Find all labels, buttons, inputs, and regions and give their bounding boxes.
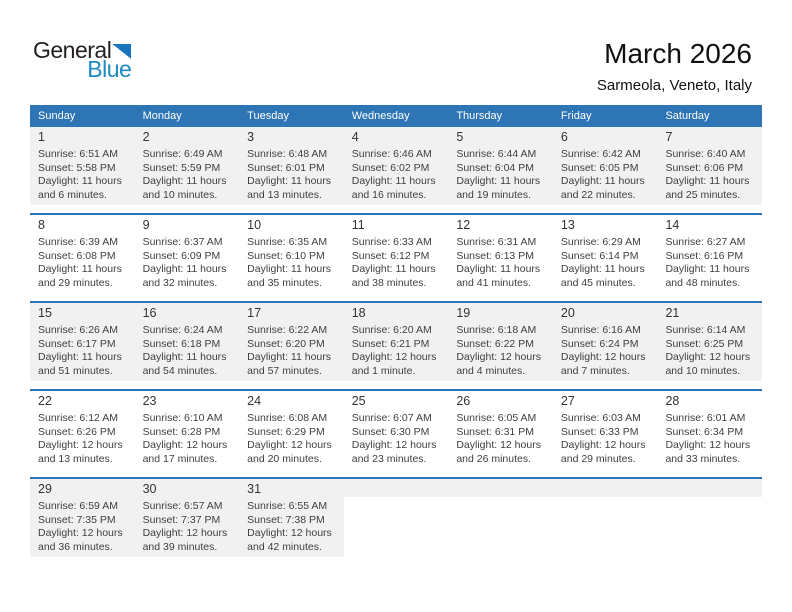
empty-day-cell <box>553 479 658 557</box>
general-blue-logo <box>33 38 131 80</box>
daylight-text-line2: and 33 minutes. <box>665 452 741 465</box>
logo-text-blue: Blue <box>87 56 132 82</box>
day-cell <box>657 303 762 381</box>
day-cell <box>239 127 344 205</box>
day-number: 9 <box>142 218 150 232</box>
daylight-text-line2: and 10 minutes. <box>665 364 741 377</box>
day-number: 5 <box>456 130 464 144</box>
day-cell <box>30 127 135 205</box>
daylight-text-line1: Daylight: 12 hours <box>665 439 751 452</box>
page-title: March 2026 <box>604 38 752 69</box>
day-cell <box>239 391 344 469</box>
daylight-text-line2: and 7 minutes. <box>560 364 630 377</box>
sunset-text: Sunset: 6:31 PM <box>456 425 534 438</box>
sunrise-text: Sunrise: 6:44 AM <box>456 148 537 160</box>
day-number: 26 <box>456 394 471 408</box>
daylight-text-line2: and 29 minutes. <box>38 276 113 289</box>
daylight-text-line1: Daylight: 12 hours <box>560 439 646 452</box>
sunrise-text: Sunrise: 6:22 AM <box>247 324 328 336</box>
daylight-text-line2: and 25 minutes. <box>665 188 741 201</box>
daylight-text-line2: and 4 minutes. <box>456 364 526 377</box>
week-row <box>30 389 762 469</box>
daylight-text-line1: Daylight: 12 hours <box>142 439 228 452</box>
weekday-sunday: Sunday <box>38 110 76 122</box>
daylight-text-line2: and 57 minutes. <box>247 364 322 377</box>
day-cell <box>553 391 658 469</box>
day-cell <box>448 391 553 469</box>
sunrise-text: Sunrise: 6:57 AM <box>142 500 223 512</box>
daylight-text-line1: Daylight: 11 hours <box>665 263 750 276</box>
day-cell <box>448 303 553 381</box>
day-number: 4 <box>351 130 359 144</box>
day-number: 11 <box>351 218 365 232</box>
sunrise-text: Sunrise: 6:31 AM <box>456 236 537 248</box>
daylight-text-line1: Daylight: 11 hours <box>142 351 227 364</box>
day-cell <box>135 303 240 381</box>
daylight-text-line2: and 42 minutes. <box>247 540 322 553</box>
sunrise-text: Sunrise: 6:10 AM <box>142 412 223 424</box>
sunset-text: Sunset: 6:29 PM <box>247 425 325 438</box>
calendar-weeks <box>30 127 762 557</box>
daylight-text-line1: Daylight: 12 hours <box>560 351 646 364</box>
day-number: 15 <box>38 306 52 320</box>
daylight-text-line1: Daylight: 12 hours <box>456 439 541 452</box>
sunrise-text: Sunrise: 6:01 AM <box>665 412 746 424</box>
day-number: 29 <box>38 482 52 496</box>
sunset-text: Sunset: 7:35 PM <box>38 513 116 526</box>
daylight-text-line2: and 41 minutes. <box>456 276 532 289</box>
sunrise-text: Sunrise: 6:33 AM <box>351 236 432 248</box>
day-cell <box>344 215 449 293</box>
sunset-text: Sunset: 6:08 PM <box>38 249 116 262</box>
daylight-text-line1: Daylight: 11 hours <box>351 175 436 188</box>
empty-day-cell <box>448 479 553 557</box>
day-number: 31 <box>247 482 262 496</box>
daylight-text-line1: Daylight: 11 hours <box>456 175 541 188</box>
weekday-thursday: Thursday <box>456 110 503 122</box>
sunset-text: Sunset: 6:14 PM <box>560 249 639 262</box>
day-cell <box>657 391 762 469</box>
day-number: 30 <box>142 482 157 496</box>
daylight-text-line2: and 51 minutes. <box>38 364 113 377</box>
day-cell <box>553 303 658 381</box>
title-block <box>597 38 752 94</box>
week-row <box>30 127 762 205</box>
day-number: 14 <box>665 218 680 232</box>
day-number: 7 <box>665 130 673 144</box>
daylight-text-line2: and 48 minutes. <box>665 276 741 289</box>
sunset-text: Sunset: 6:06 PM <box>665 161 744 174</box>
sunrise-text: Sunrise: 6:27 AM <box>665 236 746 248</box>
day-cell <box>30 391 135 469</box>
week-row <box>30 213 762 293</box>
sunset-text: Sunset: 6:01 PM <box>247 161 325 174</box>
daylight-text-line2: and 45 minutes. <box>560 276 636 289</box>
daylight-text-line1: Daylight: 11 hours <box>247 175 332 188</box>
sunrise-text: Sunrise: 6:46 AM <box>351 148 432 160</box>
sunrise-text: Sunrise: 6:35 AM <box>247 236 328 248</box>
daylight-text-line1: Daylight: 12 hours <box>38 527 123 540</box>
day-number: 28 <box>665 394 680 408</box>
day-number: 25 <box>351 394 366 408</box>
sunrise-text: Sunrise: 6:37 AM <box>142 236 223 248</box>
calendar-table <box>30 105 762 565</box>
day-cell <box>239 215 344 293</box>
day-cell <box>344 303 449 381</box>
day-number: 23 <box>142 394 157 408</box>
daylight-text-line1: Daylight: 12 hours <box>247 527 332 540</box>
day-cell <box>239 479 344 557</box>
sunrise-text: Sunrise: 6:55 AM <box>247 500 328 512</box>
daylight-text-line1: Daylight: 12 hours <box>351 351 437 364</box>
sunrise-text: Sunrise: 6:14 AM <box>665 324 746 336</box>
day-number: 22 <box>38 394 52 408</box>
sunrise-text: Sunrise: 6:12 AM <box>38 412 118 424</box>
weekday-header-row <box>30 105 762 127</box>
daylight-text-line1: Daylight: 12 hours <box>38 439 123 452</box>
sunset-text: Sunset: 5:59 PM <box>142 161 221 174</box>
day-cell <box>448 127 553 205</box>
daylight-text-line2: and 36 minutes. <box>38 540 113 553</box>
day-cell <box>30 479 135 557</box>
weekday-tuesday: Tuesday <box>247 110 289 122</box>
sunrise-text: Sunrise: 6:49 AM <box>142 148 223 160</box>
day-cell <box>553 215 658 293</box>
empty-day-cell <box>344 479 449 557</box>
sunrise-text: Sunrise: 6:18 AM <box>456 324 537 336</box>
sunset-text: Sunset: 5:58 PM <box>38 161 116 174</box>
page-subtitle: Sarmeola, Veneto, Italy <box>596 77 752 94</box>
daylight-text-line1: Daylight: 11 hours <box>247 351 332 364</box>
sunset-text: Sunset: 6:05 PM <box>560 161 639 174</box>
daylight-text-line2: and 23 minutes. <box>351 452 427 465</box>
sunset-text: Sunset: 6:12 PM <box>351 249 430 262</box>
daylight-text-line1: Daylight: 11 hours <box>351 263 436 276</box>
day-cell <box>657 127 762 205</box>
day-number: 3 <box>247 130 255 144</box>
sunset-text: Sunset: 6:02 PM <box>351 161 430 174</box>
day-number: 10 <box>247 218 262 232</box>
sunset-text: Sunset: 6:18 PM <box>142 337 221 350</box>
sunrise-text: Sunrise: 6:42 AM <box>560 148 641 160</box>
daylight-text-line1: Daylight: 11 hours <box>38 175 122 188</box>
sunset-text: Sunset: 6:30 PM <box>351 425 430 438</box>
sunset-text: Sunset: 6:04 PM <box>456 161 534 174</box>
sunrise-text: Sunrise: 6:16 AM <box>560 324 641 336</box>
sunrise-text: Sunrise: 6:40 AM <box>665 148 746 160</box>
day-number: 13 <box>560 218 575 232</box>
sunset-text: Sunset: 6:10 PM <box>247 249 325 262</box>
daylight-text-line2: and 13 minutes. <box>247 188 322 201</box>
sunset-text: Sunset: 6:26 PM <box>38 425 116 438</box>
sunset-text: Sunset: 6:16 PM <box>665 249 744 262</box>
sunset-text: Sunset: 7:38 PM <box>247 513 325 526</box>
day-number: 8 <box>38 218 45 232</box>
day-number: 12 <box>456 218 471 232</box>
day-number: 1 <box>38 130 45 144</box>
day-cell <box>135 127 240 205</box>
sunrise-text: Sunrise: 6:24 AM <box>142 324 223 336</box>
daylight-text-line1: Daylight: 12 hours <box>351 439 437 452</box>
daylight-text-line1: Daylight: 11 hours <box>142 263 227 276</box>
day-cell <box>135 479 240 557</box>
day-number: 20 <box>560 306 575 320</box>
day-number: 17 <box>247 306 262 320</box>
weekday-saturday: Saturday <box>665 110 710 122</box>
day-number: 27 <box>560 394 575 408</box>
sunrise-text: Sunrise: 6:39 AM <box>38 236 118 248</box>
daylight-text-line2: and 22 minutes. <box>560 188 636 201</box>
daylight-text-line2: and 32 minutes. <box>142 276 218 289</box>
weekday-wednesday: Wednesday <box>351 110 410 122</box>
sunrise-text: Sunrise: 6:08 AM <box>247 412 328 424</box>
daylight-text-line2: and 10 minutes. <box>142 188 218 201</box>
sunrise-text: Sunrise: 6:20 AM <box>351 324 432 336</box>
daylight-text-line2: and 13 minutes. <box>38 452 113 465</box>
sunset-text: Sunset: 6:25 PM <box>665 337 744 350</box>
daylight-text-line2: and 20 minutes. <box>247 452 322 465</box>
daylight-text-line1: Daylight: 11 hours <box>247 263 332 276</box>
weekday-friday: Friday <box>560 110 592 122</box>
day-number: 19 <box>456 306 471 320</box>
sunrise-text: Sunrise: 6:59 AM <box>38 500 118 512</box>
sunset-text: Sunset: 6:09 PM <box>142 249 221 262</box>
daylight-text-line2: and 16 minutes. <box>351 188 427 201</box>
daylight-text-line2: and 1 minute. <box>351 364 416 377</box>
day-number: 24 <box>247 394 262 408</box>
day-cell <box>657 215 762 293</box>
sunrise-text: Sunrise: 6:03 AM <box>560 412 641 424</box>
sunset-text: Sunset: 6:24 PM <box>560 337 639 350</box>
sunrise-text: Sunrise: 6:29 AM <box>560 236 641 248</box>
daylight-text-line1: Daylight: 12 hours <box>665 351 751 364</box>
daylight-text-line2: and 38 minutes. <box>351 276 427 289</box>
day-cell <box>344 391 449 469</box>
empty-day-cell <box>657 479 762 557</box>
daylight-text-line1: Daylight: 12 hours <box>456 351 541 364</box>
daylight-text-line1: Daylight: 12 hours <box>142 527 228 540</box>
sunset-text: Sunset: 7:37 PM <box>142 513 221 526</box>
weekday-monday: Monday <box>142 110 182 122</box>
daylight-text-line2: and 17 minutes. <box>142 452 218 465</box>
week-row <box>30 477 762 557</box>
sunset-text: Sunset: 6:21 PM <box>351 337 430 350</box>
sunset-text: Sunset: 6:20 PM <box>247 337 325 350</box>
sunset-text: Sunset: 6:17 PM <box>38 337 116 350</box>
day-cell <box>30 215 135 293</box>
daylight-text-line1: Daylight: 11 hours <box>560 263 645 276</box>
day-cell <box>135 215 240 293</box>
daylight-text-line2: and 19 minutes. <box>456 188 532 201</box>
day-number: 21 <box>665 306 680 320</box>
daylight-text-line2: and 39 minutes. <box>142 540 218 553</box>
day-number: 2 <box>142 130 150 144</box>
day-cell <box>239 303 344 381</box>
logo-text-general: General <box>33 37 112 63</box>
daylight-text-line1: Daylight: 11 hours <box>38 263 122 276</box>
sunset-text: Sunset: 6:28 PM <box>142 425 221 438</box>
sunrise-text: Sunrise: 6:05 AM <box>456 412 537 424</box>
day-cell <box>553 127 658 205</box>
sunrise-text: Sunrise: 6:26 AM <box>38 324 118 336</box>
daylight-text-line1: Daylight: 11 hours <box>456 263 541 276</box>
sunset-text: Sunset: 6:13 PM <box>456 249 534 262</box>
sunset-text: Sunset: 6:22 PM <box>456 337 534 350</box>
daylight-text-line2: and 29 minutes. <box>560 452 636 465</box>
day-cell <box>30 303 135 381</box>
day-number: 16 <box>142 306 157 320</box>
daylight-text-line2: and 6 minutes. <box>38 188 107 201</box>
sunrise-text: Sunrise: 6:48 AM <box>247 148 328 160</box>
sunset-text: Sunset: 6:34 PM <box>665 425 744 438</box>
daylight-text-line1: Daylight: 11 hours <box>560 175 645 188</box>
day-cell <box>344 127 449 205</box>
daylight-text-line1: Daylight: 11 hours <box>38 351 122 364</box>
daylight-text-line1: Daylight: 11 hours <box>665 175 750 188</box>
daylight-text-line1: Daylight: 11 hours <box>142 175 227 188</box>
daylight-text-line2: and 35 minutes. <box>247 276 322 289</box>
daylight-text-line2: and 54 minutes. <box>142 364 218 377</box>
day-cell <box>135 391 240 469</box>
day-cell <box>448 215 553 293</box>
week-row <box>30 301 762 381</box>
sunrise-text: Sunrise: 6:51 AM <box>38 148 118 160</box>
daylight-text-line1: Daylight: 12 hours <box>247 439 332 452</box>
sunrise-text: Sunrise: 6:07 AM <box>351 412 432 424</box>
day-number: 6 <box>560 130 568 144</box>
daylight-text-line2: and 26 minutes. <box>456 452 532 465</box>
day-number: 18 <box>351 306 366 320</box>
sunset-text: Sunset: 6:33 PM <box>560 425 639 438</box>
